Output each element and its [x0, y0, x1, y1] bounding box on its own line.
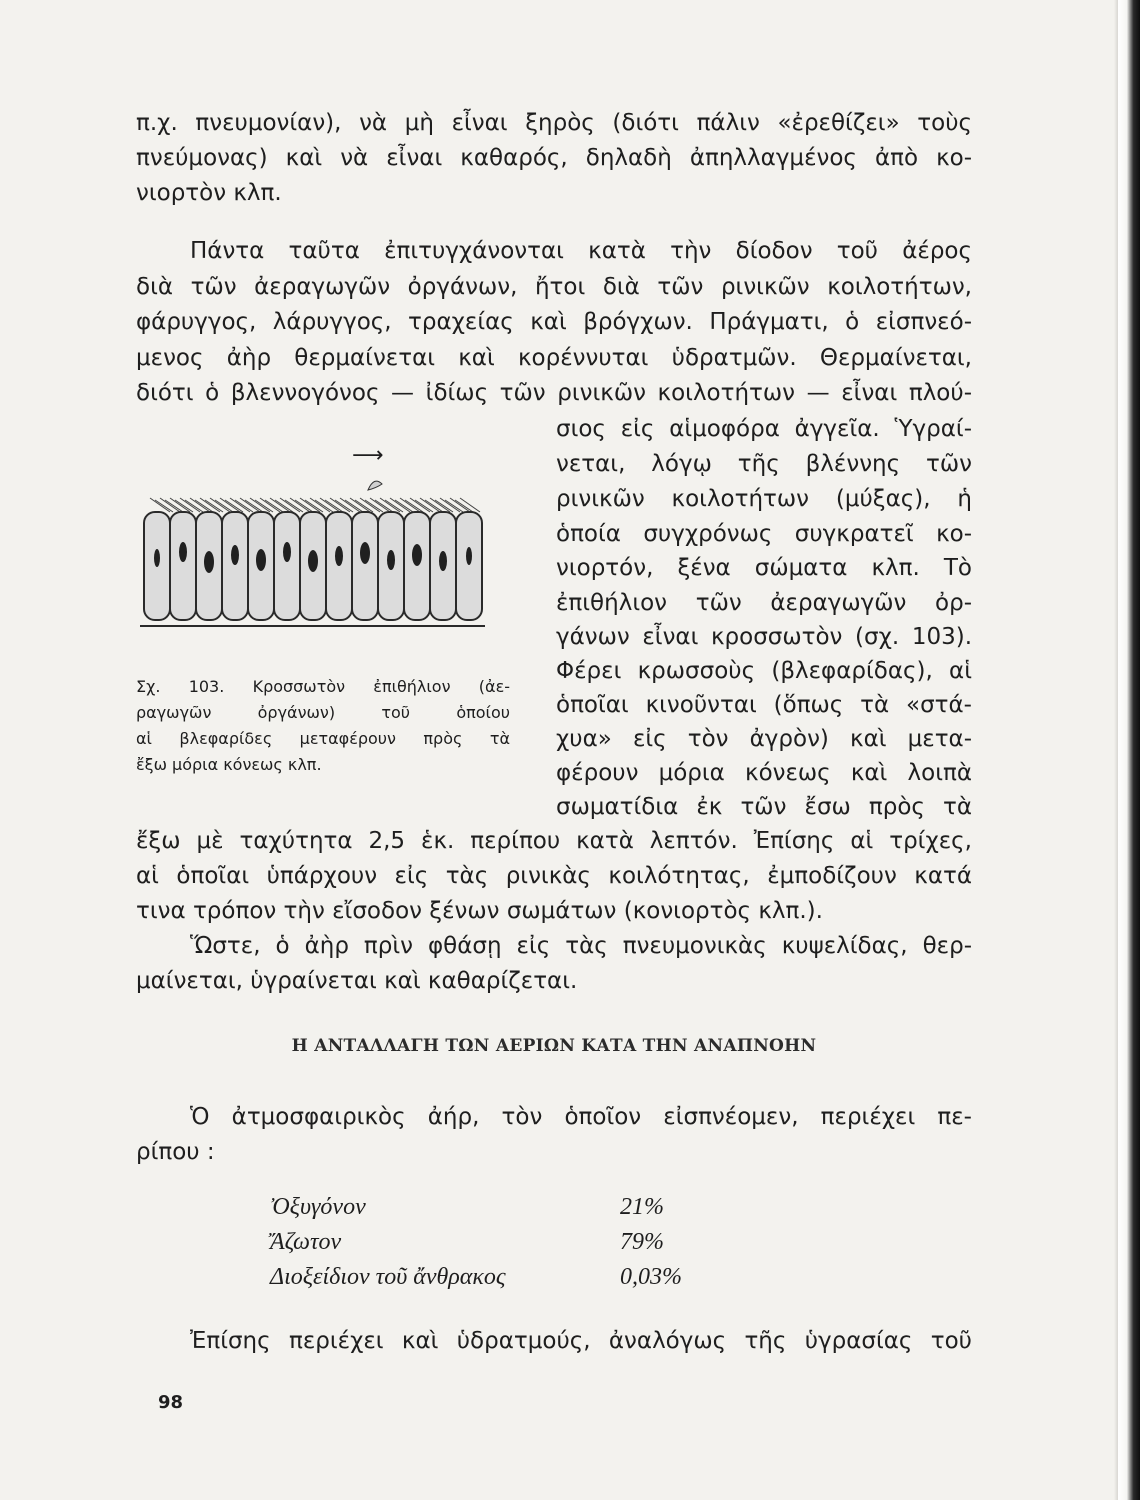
section-heading: Η ΑΝΤΑΛΛΑΓΗ ΤΩΝ ΑΕΡΙΩΝ ΚΑΤΑ ΤΗΝ ΑΝΑΠΝΟΗΝ: [291, 1036, 817, 1056]
text-line: σωματίδια ἐκ τῶν ἔσω πρὸς τὰ: [556, 794, 972, 820]
gas-name: Ἄζωτον: [270, 1229, 342, 1255]
text-line: νεται, λόγῳ τῆς βλέννης τῶν: [556, 451, 972, 477]
text-line: νιορτὸν κλπ.: [136, 180, 282, 206]
text-line: ρινικῶν κοιλοτήτων (μύξας), ἡ: [556, 486, 972, 512]
ciliated-epithelium-figure: [140, 440, 490, 640]
text-line: χυα» εἰς τὸν ἀγρὸν) καὶ μετα-: [556, 726, 972, 752]
text-line: μενος ἀὴρ θερμαίνεται καὶ κορέννυται ὑδρατμῶν. Θερμαίνεται,: [136, 345, 972, 371]
text-line: νιορτόν, ξένα σώματα κλπ. Τὸ: [556, 555, 972, 581]
text-line: φάρυγγος, λάρυγγος, τραχείας καὶ βρόγχων. Πράγματι, ὁ εἰσπνεό-: [136, 309, 972, 335]
text-line: ὁποία συγχρόνως συγκρατεῖ κο-: [556, 521, 972, 547]
text-line: ὁποῖαι κινοῦνται (ὅπως τὰ «στά-: [556, 692, 972, 718]
gas-name: Διοξείδιον τοῦ ἄνθρακος: [270, 1264, 506, 1290]
text-line: π.χ. πνευμονίαν), νὰ μὴ εἶναι ξηρὸς (διότι πάλιν «ἐρεθίζει» τοὺς: [136, 110, 972, 136]
text-line: μαίνεται, ὑγραίνεται καὶ καθαρίζεται.: [136, 968, 578, 994]
page-number: 98: [158, 1392, 184, 1413]
figure-caption-line: ραγωγῶν ὀργάνων) τοῦ ὁποίου: [136, 703, 510, 722]
gas-percentage: 79%: [620, 1229, 664, 1255]
text-line: Πάντα ταῦτα ἐπιτυγχάνονται κατὰ τὴν δίοδον τοῦ ἀέρος: [190, 238, 972, 264]
gas-name: Ὀξυγόνον: [270, 1194, 366, 1220]
text-line: φέρουν μόρια κόνεως καὶ λοιπὰ: [556, 760, 972, 786]
dust-particle: [368, 481, 382, 490]
cilia-layer: [150, 498, 480, 512]
gas-percentage: 0,03%: [620, 1264, 682, 1290]
text-line: τινα τρόπον τὴν εἴσοδον ξένων σωμάτων (κονιορτὸς κλπ.).: [136, 898, 823, 924]
figure-caption-line: Σχ. 103. Κροσσωτὸν ἐπιθήλιον (ἀε-: [136, 677, 510, 696]
direction-arrow: ⟶: [352, 443, 384, 468]
text-line: διότι ὁ βλεννογόνος — ἰδίως τῶν ρινικῶν κοιλοτήτων — εἶναι πλού-: [136, 380, 972, 406]
text-line: Φέρει κρωσσοὺς (βλεφαρίδας), αἱ: [556, 658, 972, 684]
figure-caption-line: αἱ βλεφαρίδες μεταφέρουν πρὸς τὰ: [136, 729, 510, 748]
text-line: Ἐπίσης περιέχει καὶ ὑδρατμούς, ἀναλόγως τῆς ὑγρασίας τοῦ: [190, 1328, 972, 1354]
text-line: σιος εἰς αἱμοφόρα ἀγγεῖα. Ὑγραί-: [556, 416, 972, 442]
text-line: ἐπιθήλιον τῶν ἀεραγωγῶν ὀρ-: [556, 590, 972, 616]
text-line: γάνων εἶναι κροσσωτὸν (σχ. 103).: [556, 624, 972, 650]
text-line: διὰ τῶν ἀεραγωγῶν ὀργάνων, ἤτοι διὰ τῶν ρινικῶν κοιλοτήτων,: [136, 274, 972, 300]
text-line: ἔξω μὲ ταχύτητα 2,5 ἑκ. περίπου κατὰ λεπτόν. Ἐπίσης αἱ τρίχες,: [136, 828, 972, 854]
text-line: Ὥστε, ὁ ἀὴρ πρὶν φθάσῃ εἰς τὰς πνευμονικὰς κυψελίδας, θερ-: [190, 933, 972, 959]
text-line: Ὁ ἀτμοσφαιρικὸς ἀήρ, τὸν ὁποῖον εἰσπνέομεν, περιέχει πε-: [190, 1104, 972, 1130]
text-line: πνεύμονας) καὶ νὰ εἶναι καθαρός, δηλαδὴ ἀπηλλαγμένος ἀπὸ κο-: [136, 145, 972, 171]
book-binding-edge: [1118, 0, 1140, 1500]
gas-percentage: 21%: [620, 1194, 664, 1220]
text-line: ρίπου :: [136, 1139, 215, 1165]
figure-caption-line: ἔξω μόρια κόνεως κλπ.: [136, 755, 322, 774]
text-line: αἱ ὁποῖαι ὑπάρχουν εἰς τὰς ρινικὰς κοιλότητας, ἐμποδίζουν κατά: [136, 863, 972, 889]
